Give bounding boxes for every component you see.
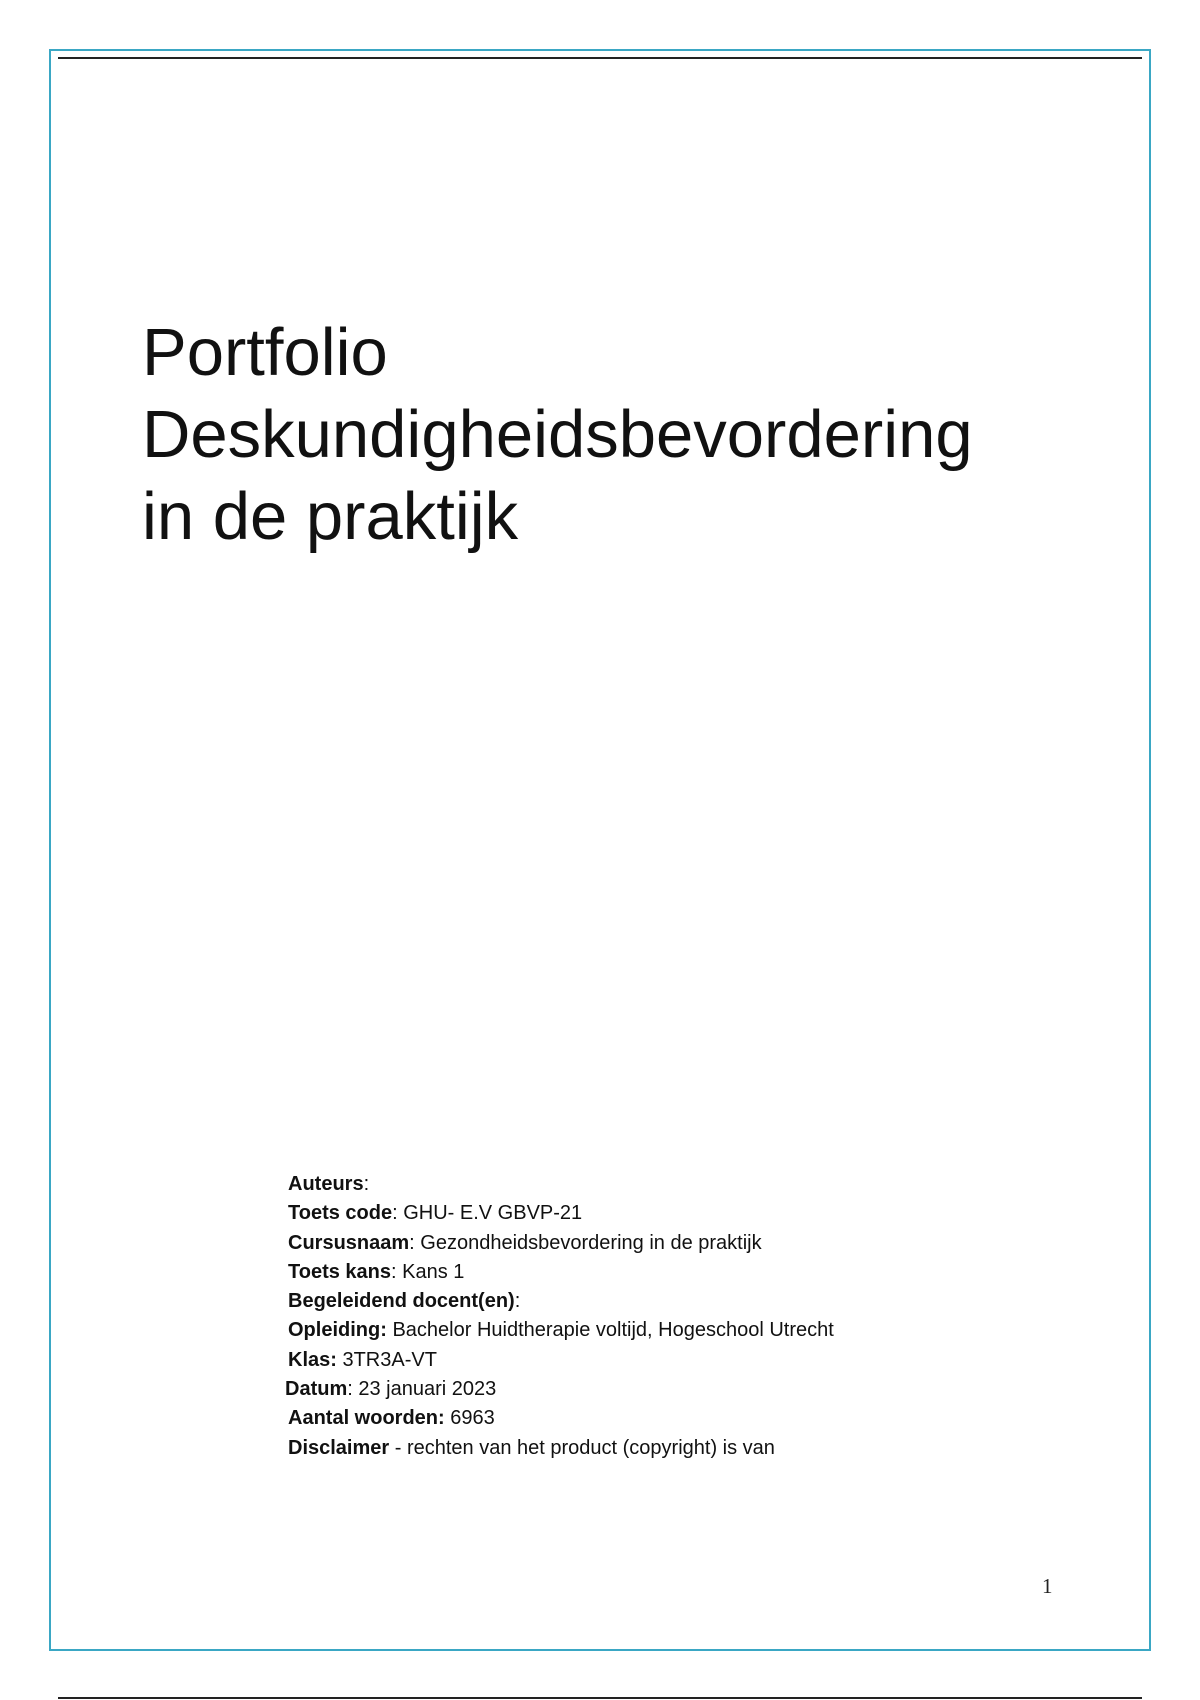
document-metadata — [285, 1170, 1048, 1463]
meta-row-cursusnaam — [288, 1229, 1048, 1258]
meta-label: Opleiding: — [288, 1319, 387, 1342]
meta-label: Auteurs — [288, 1173, 364, 1195]
title-line-3: in de praktijk — [142, 479, 519, 554]
meta-value: - rechten van het product (copyright) is van — [389, 1436, 775, 1459]
meta-label: Datum — [285, 1378, 348, 1401]
meta-label: Disclaimer — [288, 1436, 390, 1459]
meta-label: Aantal woorden: — [288, 1407, 445, 1430]
meta-row-begeleidend-docent — [288, 1287, 1048, 1316]
meta-row-aantal-woorden — [288, 1404, 1048, 1433]
meta-separator: : — [363, 1173, 370, 1195]
meta-label: Cursusnaam — [288, 1231, 410, 1254]
meta-separator: : — [347, 1378, 353, 1401]
meta-separator: : — [409, 1231, 415, 1254]
document-title — [142, 312, 1102, 558]
meta-row-datum — [285, 1375, 1048, 1404]
meta-separator: : — [391, 1260, 397, 1283]
header-rule — [58, 57, 1142, 59]
title-line-1: Portfolio — [142, 315, 388, 390]
meta-row-toets-code — [288, 1199, 1048, 1228]
meta-row-opleiding — [288, 1316, 1048, 1345]
meta-value: Bachelor Huidtherapie voltijd, Hogeschool Utrecht — [386, 1319, 834, 1342]
meta-label: Begeleidend docent(en) — [288, 1290, 515, 1313]
meta-row-toets-kans — [288, 1258, 1048, 1287]
meta-row-klas — [288, 1346, 1048, 1375]
meta-value: Gezondheidsbevordering in de praktijk — [414, 1231, 762, 1254]
meta-value: 3TR3A-VT — [336, 1348, 437, 1371]
meta-value: GHU- E.V GBVP-21 — [397, 1202, 583, 1225]
meta-label: Toets kans — [288, 1260, 391, 1283]
meta-row-auteurs — [288, 1170, 1048, 1199]
meta-value: 23 januari 2023 — [352, 1378, 497, 1401]
meta-row-disclaimer — [288, 1434, 1048, 1463]
meta-label: Klas: — [288, 1348, 337, 1371]
meta-separator: : — [514, 1290, 521, 1313]
meta-label: Toets code — [288, 1202, 393, 1225]
meta-separator: : — [392, 1202, 398, 1225]
footer-rule — [58, 1697, 1142, 1699]
title-line-2: Deskundigheidsbevordering — [142, 397, 973, 472]
meta-value: Kans 1 — [396, 1260, 465, 1283]
page-number: 1 — [1042, 1574, 1053, 1598]
meta-value: 6963 — [444, 1407, 495, 1430]
